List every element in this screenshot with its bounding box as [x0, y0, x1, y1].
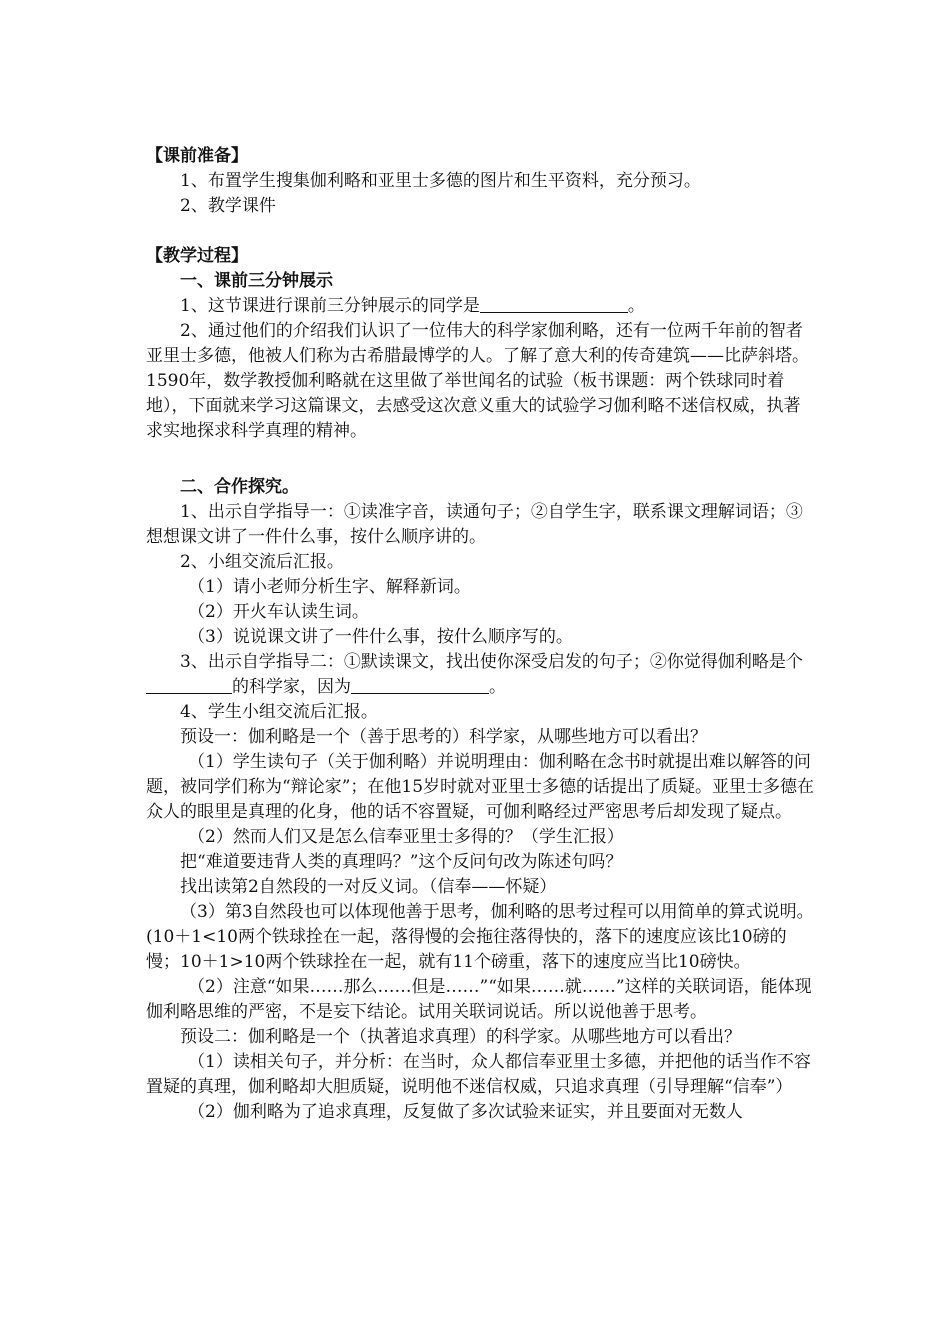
preset-1-item-2a: 把“难道要违背人类的真理吗？”这个反问句改为陈述句吗？ [180, 852, 623, 872]
preset-1-item-2: （2）然而人们又是怎么信奉亚里士多得的？（学生汇报） [188, 827, 624, 847]
fill-in-blank [146, 675, 232, 694]
part2-para-2: 2、小组交流后汇报。 [180, 552, 344, 572]
part1-para-2: 2、通过他们的介绍我们认识了一位伟大的科学家伽利略，还有一位两千年前的智者亚里士多德，他被人们称为古希腊最博学的人。了解了意大利的传奇建筑——比萨斜塔。1590年，数学教授伽利略就在这里做了举世闻名的试验（板书课题：两个铁球同时着地），下面就来学习这篇课文，去感受这次意义重大的试验学习伽利略不迷信权威，执著求实地探求科学真理的精神。 [146, 321, 809, 441]
part2-para-3-end: 。 [489, 677, 506, 697]
prep-item-1: 1、布置学生搜集伽利略和亚里士多德的图片和生平资料，充分预习。 [180, 171, 701, 191]
prep-item-2: 2、教学课件 [180, 196, 276, 216]
part1-para-1-end: 。 [627, 296, 645, 316]
part2-para-4: 4、学生小组交流后汇报。 [180, 702, 378, 722]
preset-1-item-1: （1）学生读句子（关于伽利略）并说明理由：伽利略在念书时就提出难以解答的问题，被同学们称为“辩论家”；在他15岁时就对亚里士多德的话提出了质疑。亚里士多德在众人的眼里是真理的化身，他的话不容置疑，可伽利略经过严密思考后却发现了疑点。 [146, 752, 815, 822]
preset-2-item-2: （2）伽利略为了追求真理，反复做了多次试验来证实，并且要面对无数人 [188, 1102, 743, 1122]
part2-para-1: 1、出示自学指导一：①读准字音，读通句子；②自学生字，联系课文理解词语；③想想课文讲了一件什么事，按什么顺序讲的。 [146, 502, 803, 547]
part1-para-1 [146, 294, 816, 319]
part2-title: 二、合作探究。 [180, 477, 299, 497]
spacer [146, 444, 816, 469]
part2-sub-2: （2）开火车认读生词。 [188, 602, 369, 622]
preset-1-item-2b: 找出读第2自然段的一对反义词。（信奉——怀疑） [180, 877, 557, 897]
part2-para-3-text: 3、出示自学指导二：①默读课文，找出使你深受启发的句子；②你觉得伽利略是个 [180, 652, 803, 672]
part2-para-3-mid: 的科学家，因为 [232, 677, 351, 697]
part2-sub-1: （1）请小老师分析生字、解释新词。 [188, 577, 471, 597]
prep-heading: 【课前准备】 [146, 146, 248, 166]
preset-1-item-4: （2）注意“如果……那么……但是……”“如果……就……”这样的关联词语，能体现伽利略思维的严密，不是妄下结论。试用关联词说话。所以说他善于思考。 [146, 977, 812, 1022]
preset-2: 预设二：伽利略是一个（执著追求真理）的科学家。从哪些地方可以看出？ [180, 1027, 741, 1047]
part2-sub-3: （3）说说课文讲了一件什么事，按什么顺序写的。 [188, 627, 573, 647]
process-heading: 【教学过程】 [146, 246, 248, 266]
preset-1: 预设一：伽利略是一个（善于思考的）科学家，从哪些地方可以看出？ [180, 727, 707, 747]
fill-in-blank [480, 294, 628, 313]
spacer [146, 219, 816, 244]
document-page [146, 144, 816, 1125]
fill-in-blank [351, 675, 489, 694]
preset-1-item-3: （3）第3自然段也可以体现他善于思考，伽利略的思考过程可以用简单的算式说明。(10＋1<10两个铁球拴在一起，落得慢的会拖往落得快的，落下的速度应该比10磅的慢；10＋1>10两个铁球拴在一起，就有11个磅重，落下的速度应当比10磅快。 [146, 902, 814, 972]
preset-2-item-1: （1）读相关句子，并分析：在当时，众人都信奉亚里士多德，并把他的话当作不容置疑的真理，伽利略却大胆质疑，说明他不迷信权威，只追求真理（引导理解“信奉”） [146, 1052, 811, 1097]
part2-para-3 [146, 650, 816, 700]
part1-para-1-text: 1、这节课进行课前三分钟展示的同学是 [180, 296, 480, 316]
part1-title: 一、课前三分钟展示 [180, 271, 333, 291]
